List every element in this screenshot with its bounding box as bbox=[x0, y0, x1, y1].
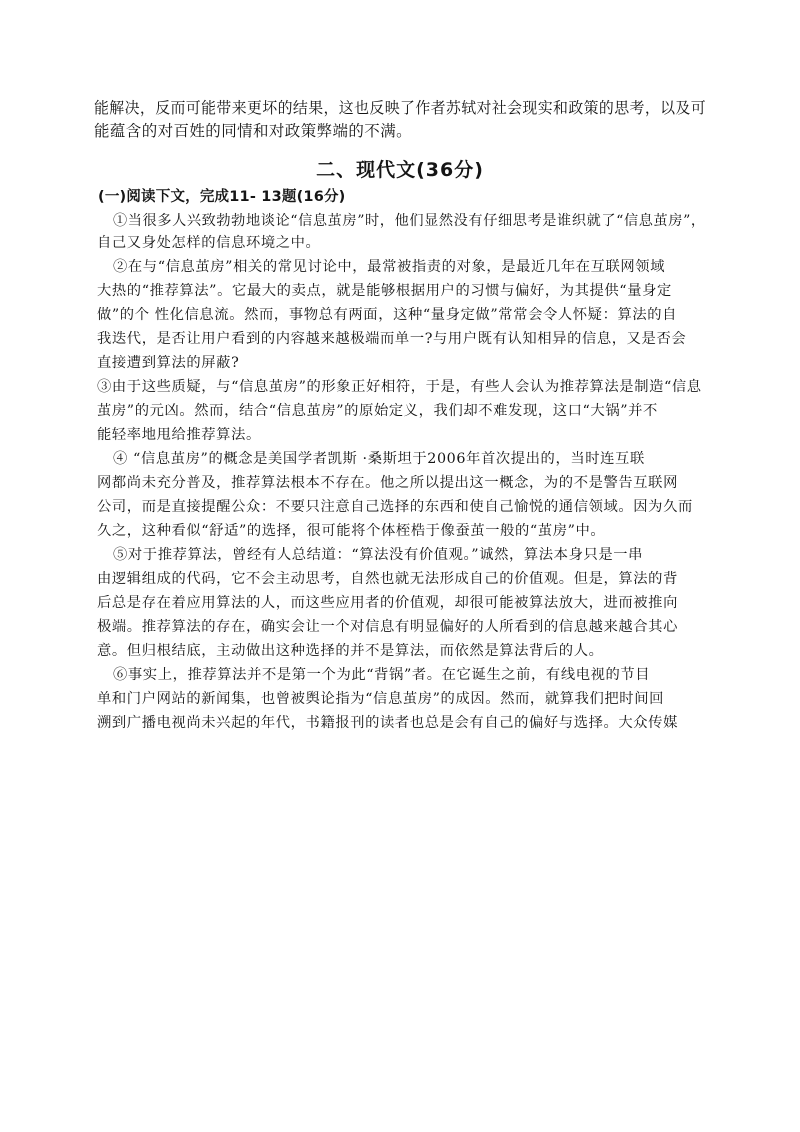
paragraph-line: 由逻辑组成的代码，它不会主动思考，自然也就无法形成自己的价值观。但是，算法的背 bbox=[97, 571, 678, 587]
paragraph-line: 单和门户网站的新闻集，也曾被舆论指为“信息茧房”的成因。然而，就算我们把时间回 bbox=[97, 691, 664, 707]
paragraph-line: ⑥事实上，推荐算法并不是第一个为此“背锅”者。在它诞生之前，有线电视的节目 bbox=[113, 667, 651, 683]
section-title: 二、现代文(36分) bbox=[316, 159, 484, 181]
paragraph-line: ②在与“信息茧房”相关的常见讨论中，最常被指责的对象，是最近几年在互联网领域 bbox=[113, 259, 666, 275]
paragraph-line: 自己又身处怎样的信息环境之中。 bbox=[97, 235, 321, 251]
paragraph-line: 后总是存在着应用算法的人，而这些应用者的价值观，却很可能被算法放大，进而被推向 bbox=[97, 595, 678, 611]
paragraph-line: ⑤对于推荐算法，曾经有人总结道：“算法没有价值观。”诚然，算法本身只是一串 bbox=[113, 547, 644, 563]
paragraph-line: ④ “信息茧房”的概念是美国学者凯斯 ·桑斯坦于2006年首次提出的，当时连互联 bbox=[113, 451, 645, 467]
paragraph-line: 大热的“推荐算法”。它最大的卖点，就是能够根据用户的习惯与偏好，为其提供“量身定 bbox=[97, 283, 672, 299]
intro-line: 能解决，反而可能带来更坏的结果，这也反映了作者苏轼对社会现实和政策的思考，以及可 bbox=[94, 99, 707, 117]
paragraph-line: 我迭代，是否让用户看到的内容越来越极端而单一?与用户既有认知相异的信息，又是否会 bbox=[97, 331, 687, 347]
paragraph-line: 能轻率地甩给推荐算法。 bbox=[97, 427, 261, 443]
paragraph-line: 久之，这种看似“舒适”的选择，很可能将个体桎梏于像蚕茧一般的“茧房”中。 bbox=[97, 523, 606, 539]
paragraph-line: ③由于这些质疑，与“信息茧房”的形象正好相符，于是，有些人会认为推荐算法是制造“信息 bbox=[97, 379, 702, 395]
paragraph-line: 极端。推荐算法的存在，确实会让一个对信息有明显偏好的人所看到的信息越来越合其心 bbox=[97, 619, 678, 635]
paragraph-line: 做”的个 性化信息流。然而，事物总有两面，这种“量身定做”常常会令人怀疑：算法的自 bbox=[97, 307, 678, 323]
paragraph-line: 网都尚未充分普及，推荐算法根本不存在。他之所以提出这一概念，为的不是警告互联网 bbox=[97, 475, 678, 491]
paragraph-line: 溯到广播电视尚未兴起的年代，书籍报刊的读者也总是会有自己的偏好与选择。大众传媒 bbox=[97, 715, 678, 731]
question-subheading: (一)阅读下文，完成11- 13题(16分) bbox=[98, 189, 346, 205]
paragraph-line: ①当很多人兴致勃勃地谈论“信息茧房”时，他们显然没有仔细思考是谁织就了“信息茧房”， bbox=[113, 213, 706, 229]
paragraph-line: 意。但归根结底，主动做出这种选择的并不是算法，而依然是算法背后的人。 bbox=[97, 643, 604, 659]
paragraph-line: 公司，而是直接提醒公众：不要只注意自己选择的东西和使自己愉悦的通信领域。因为久而 bbox=[97, 499, 693, 515]
intro-line: 能蕴含的对百姓的同情和对政策弊端的不满。 bbox=[94, 122, 413, 140]
paragraph-line: 茧房”的元凶。然而，结合“信息茧房”的原始定义，我们却不难发现，这口“大锅”并不 bbox=[97, 403, 658, 419]
paragraph-line: 直接遭到算法的屏蔽? bbox=[97, 355, 240, 371]
